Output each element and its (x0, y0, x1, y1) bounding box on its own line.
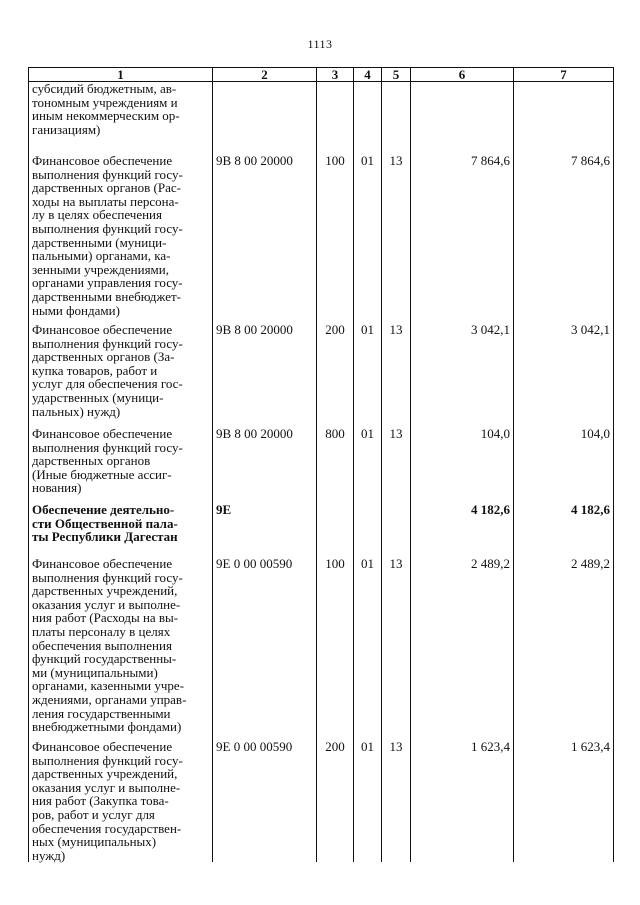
row-name-line: дарственными (муници- (32, 234, 167, 250)
row-pr-cell: 13 (382, 323, 411, 427)
row-value1-cell: 1 623,4 (411, 740, 514, 862)
table-row (29, 557, 614, 740)
row-value1-cell: 7 864,6 (411, 154, 514, 323)
row-pr-cell (382, 503, 411, 557)
row-name-line: оказания услуг и выполне- (32, 779, 181, 795)
row-name-line: Финансовое обеспечение (32, 426, 173, 441)
row-name-line: дарственных учреждений, (32, 583, 178, 599)
row-name-cell (29, 323, 213, 427)
row-rz-cell: 01 (354, 427, 382, 503)
table-row (29, 503, 614, 557)
budget-table (28, 67, 614, 862)
row-name-cell (29, 154, 213, 323)
row-vr-cell: 200 (317, 740, 354, 862)
row-name-line: иным некоммерческим ор- (32, 108, 180, 124)
row-pr-cell: 13 (382, 557, 411, 740)
row-name-line: дарственных учреждений, (32, 766, 178, 782)
row-vr-cell: 100 (317, 154, 354, 323)
row-pr-cell: 13 (382, 154, 411, 323)
row-rz-cell (354, 503, 382, 557)
page-number: 1113 (307, 37, 333, 51)
row-name-line: ходы на выплаты персона- (32, 193, 179, 209)
header-col-7: 7 (514, 68, 614, 82)
row-name-line: нования) (32, 480, 82, 496)
row-code-cell: 9Е 0 00 00590 (213, 557, 317, 740)
table-row (29, 323, 614, 427)
row-name-line: ми (муниципальными) (32, 664, 158, 680)
row-name-line: пальными) органами, ка- (32, 248, 171, 264)
table-body (29, 82, 614, 863)
row-name-line: выполнения функций госу- (32, 220, 183, 236)
row-name-line: ты Республики Дагестан (32, 529, 178, 545)
row-name-line: ждениями, органами управ- (32, 691, 187, 707)
row-vr-cell: 200 (317, 323, 354, 427)
row-code-cell: 9В 8 00 20000 (213, 154, 317, 323)
row-value1-cell: 2 489,2 (411, 557, 514, 740)
row-name-line: выполнения функций госу- (32, 166, 183, 182)
row-name-line: внебюджетными фондами) (32, 719, 182, 735)
row-value1-cell: 104,0 (411, 427, 514, 503)
row-name-line: нужд) (32, 847, 66, 863)
row-name-line: выполнения функций госу- (32, 335, 183, 351)
row-rz-cell (354, 82, 382, 155)
row-value1-cell (411, 82, 514, 155)
row-name-line: ров, работ и услуг для (32, 806, 155, 822)
row-code-cell (213, 82, 317, 155)
row-value2-cell: 1 623,4 (514, 740, 614, 862)
header-col-6: 6 (411, 68, 514, 82)
row-code-cell: 9В 8 00 20000 (213, 323, 317, 427)
row-name-line: выполнения функций госу- (32, 569, 183, 585)
row-name-cell (29, 740, 213, 862)
row-name-line: ления государственными (32, 705, 171, 721)
header-col-4: 4 (354, 68, 382, 82)
header-col-1: 1 (29, 68, 213, 82)
row-name-line: ными фондами) (32, 302, 120, 318)
table-row (29, 154, 614, 323)
row-name-line: тономным учреждениям и (32, 94, 178, 110)
row-name-line: (Иные бюджетные ассиг- (32, 466, 172, 482)
header-col-2: 2 (213, 68, 317, 82)
row-value1-cell: 4 182,6 (411, 503, 514, 557)
row-name-line: оказания услуг и выполне- (32, 596, 181, 612)
row-code-cell: 9В 8 00 20000 (213, 427, 317, 503)
header-col-5: 5 (382, 68, 411, 82)
header-col-3: 3 (317, 68, 354, 82)
table-row (29, 740, 614, 862)
row-rz-cell: 01 (354, 323, 382, 427)
row-name-cell (29, 503, 213, 557)
row-vr-cell: 800 (317, 427, 354, 503)
row-name-line: дарственных органов (За- (32, 349, 175, 365)
row-name-line: услуг для обеспечения гос- (32, 376, 183, 392)
row-name-line: лу в целях обеспечения (32, 207, 162, 223)
row-name-line: Финансовое обеспечение (32, 153, 173, 168)
row-vr-cell (317, 503, 354, 557)
row-value2-cell (514, 82, 614, 155)
row-name-line: Финансовое обеспечение (32, 739, 173, 754)
row-name-line: выполнения функций госу- (32, 752, 183, 768)
row-name-line: ния работ (Закупка това- (32, 793, 169, 809)
row-name-line: функций государственны- (32, 651, 177, 667)
row-name-line: дарственных органов (Рас- (32, 180, 181, 196)
row-vr-cell (317, 82, 354, 155)
row-name-line: ния работ (Расходы на вы- (32, 610, 179, 626)
row-value2-cell: 104,0 (514, 427, 614, 503)
row-name-cell (29, 427, 213, 503)
row-name-line: обеспечения выполнения (32, 637, 172, 653)
row-code-cell: 9Е (213, 503, 317, 557)
row-pr-cell (382, 82, 411, 155)
row-value2-cell: 7 864,6 (514, 154, 614, 323)
row-value2-cell: 4 182,6 (514, 503, 614, 557)
row-name-line: ных (муниципальных) (32, 834, 157, 850)
row-value2-cell: 2 489,2 (514, 557, 614, 740)
row-name-line: сти Общественной пала- (32, 515, 178, 531)
table-header-row (29, 68, 614, 82)
row-name-line: выполнения функций госу- (32, 439, 183, 455)
table-row (29, 82, 614, 155)
row-rz-cell: 01 (354, 740, 382, 862)
row-name-line: обеспечения государствен- (32, 820, 182, 836)
row-name-line: ганизациям) (32, 121, 101, 137)
row-name-line: зенными учреждениями, (32, 261, 169, 277)
row-name-line: дарственных органов (32, 453, 151, 469)
row-name-line: пальных) нужд) (32, 403, 121, 419)
row-name-line: Финансовое обеспечение (32, 556, 173, 571)
row-name-cell (29, 557, 213, 740)
row-pr-cell: 13 (382, 427, 411, 503)
table-row (29, 427, 614, 503)
row-value2-cell: 3 042,1 (514, 323, 614, 427)
row-name-line: купка товаров, работ и (32, 362, 158, 378)
row-rz-cell: 01 (354, 154, 382, 323)
row-name-line: субсидий бюджетным, ав- (32, 81, 177, 96)
row-name-line: платы персоналу в целях (32, 623, 171, 639)
row-rz-cell: 01 (354, 557, 382, 740)
row-name-line: органами, казенными учре- (32, 678, 185, 694)
row-vr-cell: 100 (317, 557, 354, 740)
row-value1-cell: 3 042,1 (411, 323, 514, 427)
row-name-line: Финансовое обеспечение (32, 322, 173, 337)
row-pr-cell: 13 (382, 740, 411, 862)
row-code-cell: 9Е 0 00 00590 (213, 740, 317, 862)
row-name-cell (29, 82, 213, 155)
row-name-line: дарственными внебюджет- (32, 288, 181, 304)
row-name-line: ударственных (муници- (32, 389, 164, 405)
row-name-line: органами управления госу- (32, 275, 183, 291)
row-name-line: Обеспечение деятельно- (32, 502, 175, 517)
